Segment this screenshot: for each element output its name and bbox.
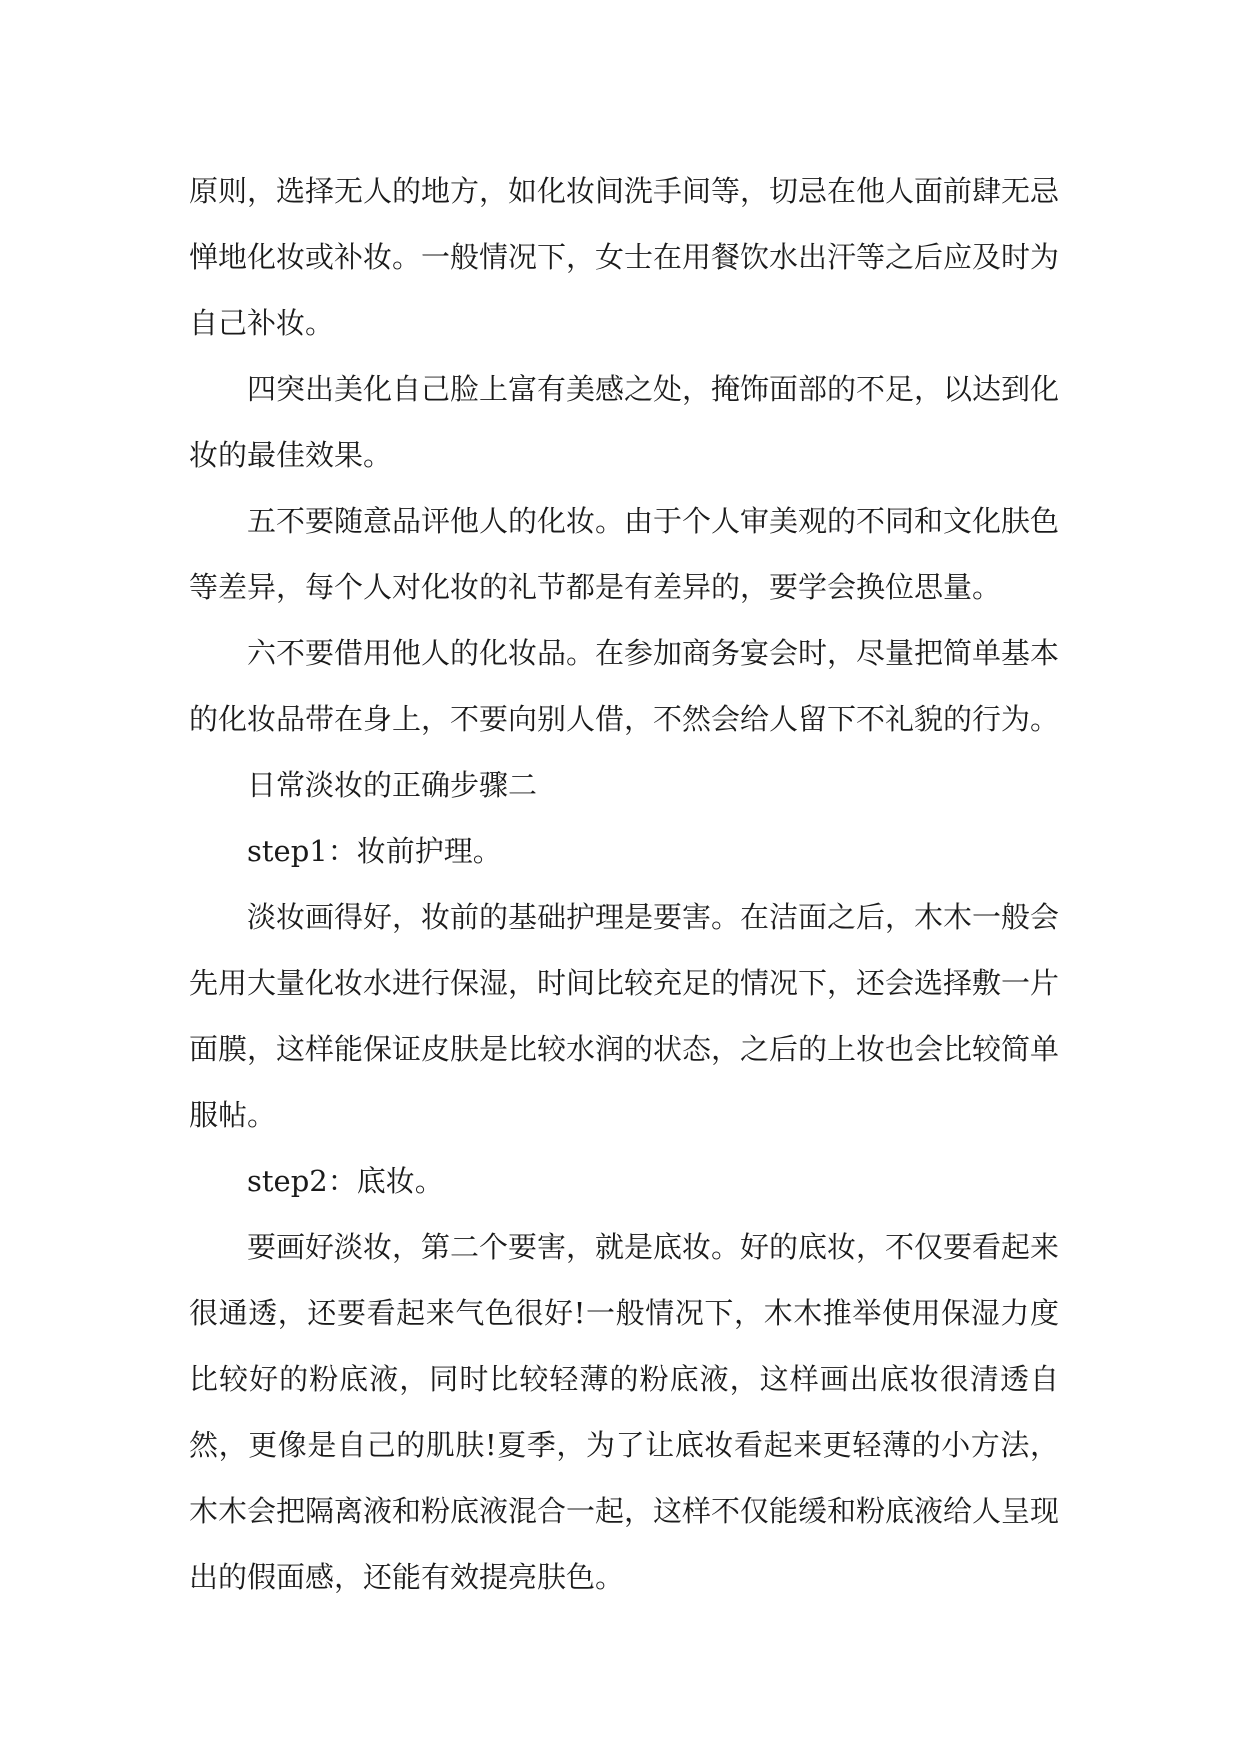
section-heading: 日常淡妆的正确步骤二 [247,768,538,802]
paragraph-point-four: 四突出美化自己脸上富有美感之处，掩饰面部的不足，以达到化妆的最佳效果。 [189,372,1060,472]
document-body [189,158,1059,1610]
paragraph-point-five: 五不要随意品评他人的化妆。由于个人审美观的不同和文化肤色等差异，每个人对化妆的礼节都是有差异的，要学会换位思量。 [189,504,1060,604]
paragraph-step2-body: 要画好淡妆，第二个要害，就是底妆。好的底妆，不仅要看起来很通透，还要看起来气色很好!一般情况下，木木推举使用保湿力度比较好的粉底液，同时比较轻薄的粉底液，这样画出底妆很清透自然，更像是自己的肌肤!夏季，为了让底妆看起来更轻薄的小方法，木木会把隔离液和粉底液混合一起，这样不仅能缓和粉底液给人呈现出的假面感，还能有效提亮肤色。 [189,1230,1060,1594]
step1-heading: step1：妆前护理。 [247,834,502,868]
paragraph-point-six: 六不要借用他人的化妆品。在参加商务宴会时，尽量把简单基本的化妆品带在身上，不要向别人借，不然会给人留下不礼貌的行为。 [189,636,1060,736]
paragraph-continued-principle: 原则，选择无人的地方，如化妆间洗手间等，切忌在他人面前肆无忌惮地化妆或补妆。一般情况下，女士在用餐饮水出汗等之后应及时为自己补妆。 [189,174,1060,340]
step2-heading: step2：底妆。 [247,1164,444,1198]
paragraph-step1-body: 淡妆画得好，妆前的基础护理是要害。在洁面之后，木木一般会先用大量化妆水进行保湿，时间比较充足的情况下，还会选择敷一片面膜，这样能保证皮肤是比较水润的状态，之后的上妆也会比较简单服帖。 [189,900,1060,1132]
